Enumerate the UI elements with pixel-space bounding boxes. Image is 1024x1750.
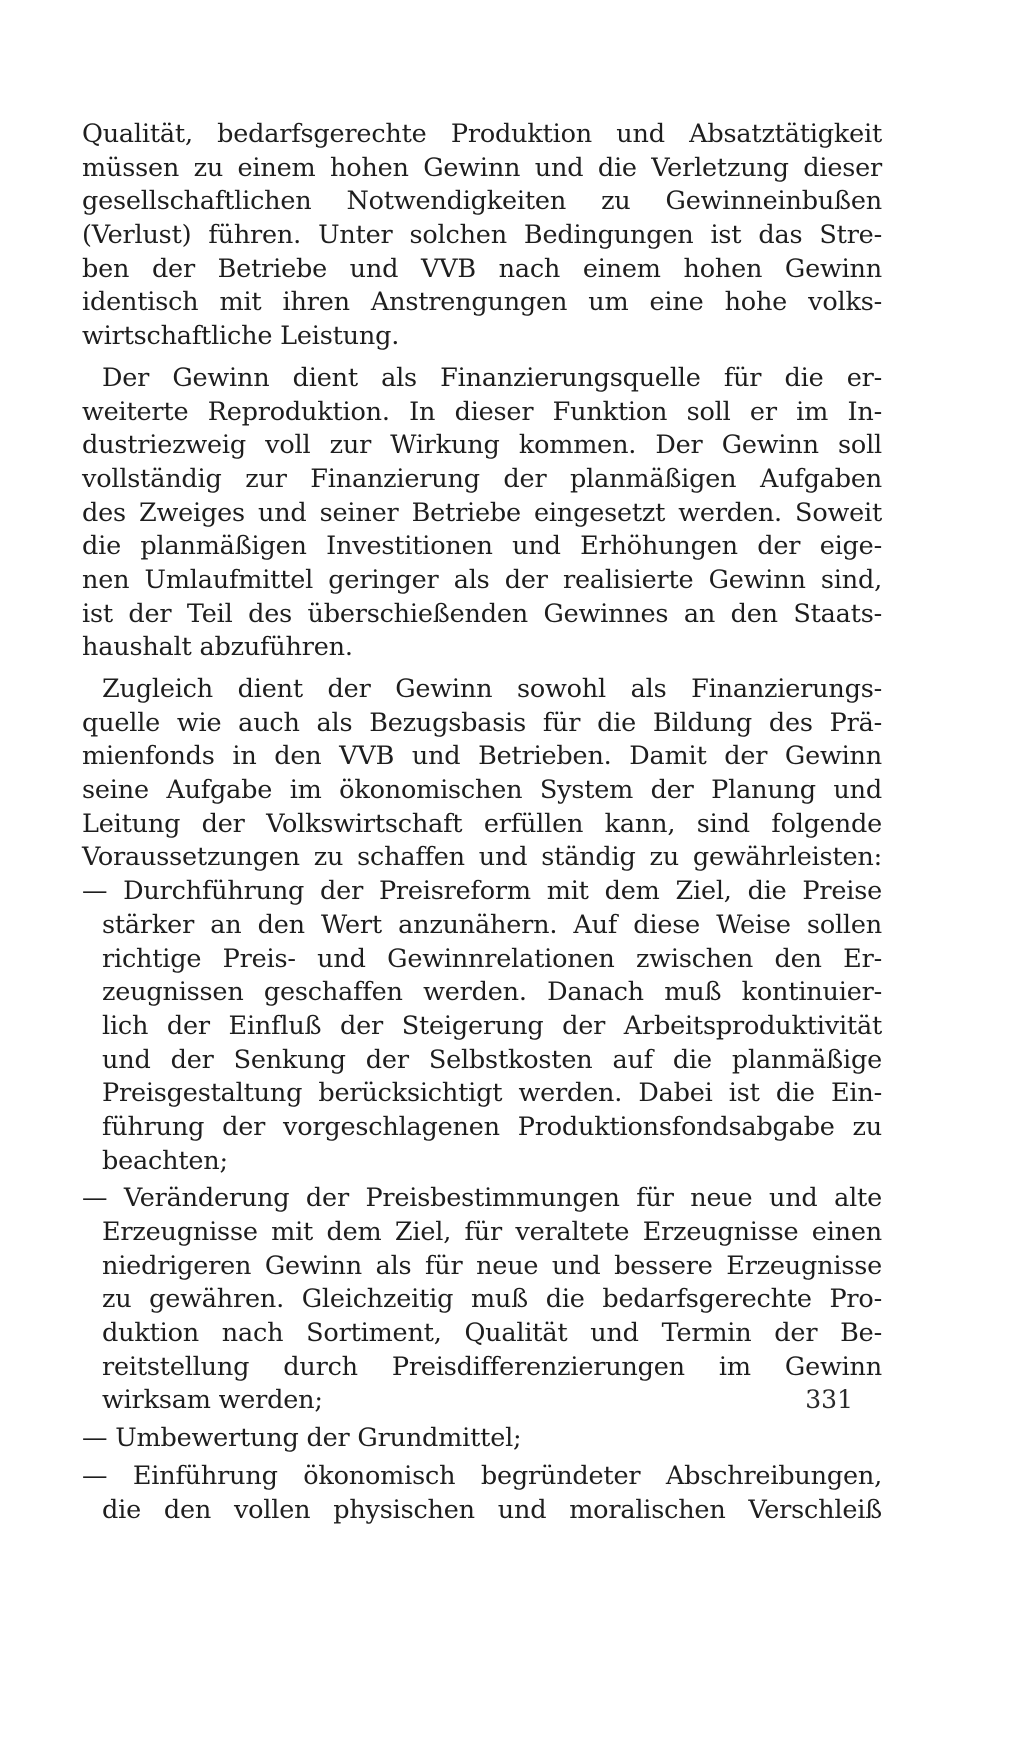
- paragraph-1: [82, 118, 882, 354]
- paragraph-3: [82, 673, 882, 875]
- text-line: müssen zu einem hohen Gewinn und die Verletzung dieser: [82, 152, 882, 183]
- text-line: Der Gewinn dient als Finanzierungsquelle für die er-: [102, 362, 882, 393]
- text-line: stärker an den Wert anzunähern. Auf diese Weise sollen: [102, 909, 882, 940]
- text-line: Qualität, bedarfsgerechte Produktion und Absatztätigkeit: [82, 119, 882, 149]
- text-line: und der Senkung der Selbstkosten auf die planmäßige: [102, 1044, 882, 1075]
- page-number: 331: [805, 1385, 853, 1414]
- text-line: identisch mit ihren Anstrengungen um eine hohe volks-: [82, 287, 882, 318]
- paragraph-2: [82, 362, 882, 665]
- text-line: mienfonds in den VVB und Betrieben. Damit der Gewinn: [82, 741, 882, 772]
- text-line: gesellschaftlichen Notwendigkeiten zu Gewinneinbußen: [82, 186, 882, 217]
- text-line: Leitung der Volkswirtschaft erfüllen kann, sind folgende: [82, 808, 882, 839]
- text-line: Zugleich dient der Gewinn sowohl als Finanzierungs-: [102, 674, 882, 704]
- text-line: führung der vorgeschlagenen Produktionsfondsabgabe zu: [102, 1111, 882, 1142]
- list-item: [82, 1460, 882, 1527]
- text-line: Preisgestaltung berücksichtigt werden. Dabei ist die Ein-: [102, 1078, 882, 1109]
- list-item: [82, 875, 882, 1178]
- text-line: seine Aufgabe im ökonomischen System der Planung und: [82, 775, 882, 806]
- text-line: zeugnissen geschaffen werden. Danach muß kontinuier-: [102, 977, 882, 1008]
- text-line: duktion nach Sortiment, Qualität und Termin der Be-: [102, 1318, 882, 1349]
- text-line: reitstellung durch Preisdifferenzierungen im Gewinn: [102, 1351, 882, 1382]
- text-line: dustriezweig voll zur Wirkung kommen. Der Gewinn soll: [82, 430, 882, 461]
- text-line: Erzeugnisse mit dem Ziel, für veraltete Erzeugnisse einen: [102, 1217, 882, 1247]
- text-line: vollständig zur Finanzierung der planmäßigen Aufgaben: [82, 463, 882, 494]
- text-line: ben der Betriebe und VVB nach einem hohen Gewinn: [82, 253, 882, 284]
- text-line: des Zweiges und seiner Betriebe eingesetzt werden. Soweit: [82, 497, 882, 528]
- text-line: richtige Preis- und Gewinnrelationen zwischen den Er-: [102, 943, 882, 974]
- text-line: ist der Teil des überschießenden Gewinnes an den Staats-: [82, 598, 882, 629]
- text-line: — Veränderung der Preisbestimmungen für neue und alte: [82, 1183, 882, 1214]
- text-line: beachten;: [102, 1145, 228, 1176]
- text-line: nen Umlaufmittel geringer als der realisierte Gewinn sind,: [82, 564, 882, 595]
- list-item: [82, 1422, 882, 1456]
- text-line: (Verlust) führen. Unter solchen Bedingungen ist das Stre-: [82, 220, 882, 251]
- text-line: zu gewähren. Gleichzeitig muß die bedarfsgerechte Pro-: [102, 1284, 882, 1315]
- text-line: weiterte Reproduktion. In dieser Funktion soll er im In-: [82, 396, 882, 427]
- text-line: quelle wie auch als Bezugsbasis für die Bildung des Prä-: [82, 707, 882, 738]
- text-line: die planmäßigen Investitionen und Erhöhungen der eige-: [82, 531, 882, 562]
- text-line: die den vollen physischen und moralischen Verschleiß: [102, 1494, 882, 1525]
- text-line: wirksam werden;: [102, 1385, 323, 1416]
- text-line: niedrigeren Gewinn als für neue und bessere Erzeugnisse: [102, 1250, 882, 1281]
- text-line: lich der Einfluß der Steigerung der Arbeitsproduktivität: [102, 1010, 882, 1041]
- text-line: haushalt abzuführen.: [82, 632, 353, 663]
- text-line: — Einführung ökonomisch begründeter Abschreibungen,: [82, 1460, 882, 1491]
- list-item: [82, 1182, 882, 1418]
- text-line: — Umbewertung der Grundmittel;: [82, 1423, 522, 1454]
- text-line: wirtschaftliche Leistung.: [82, 321, 400, 352]
- body-text: [82, 118, 882, 1527]
- text-line: Voraussetzungen zu schaffen und ständig zu gewährleisten:: [82, 842, 882, 873]
- text-line: — Durchführung der Preisreform mit dem Ziel, die Preise: [82, 876, 882, 907]
